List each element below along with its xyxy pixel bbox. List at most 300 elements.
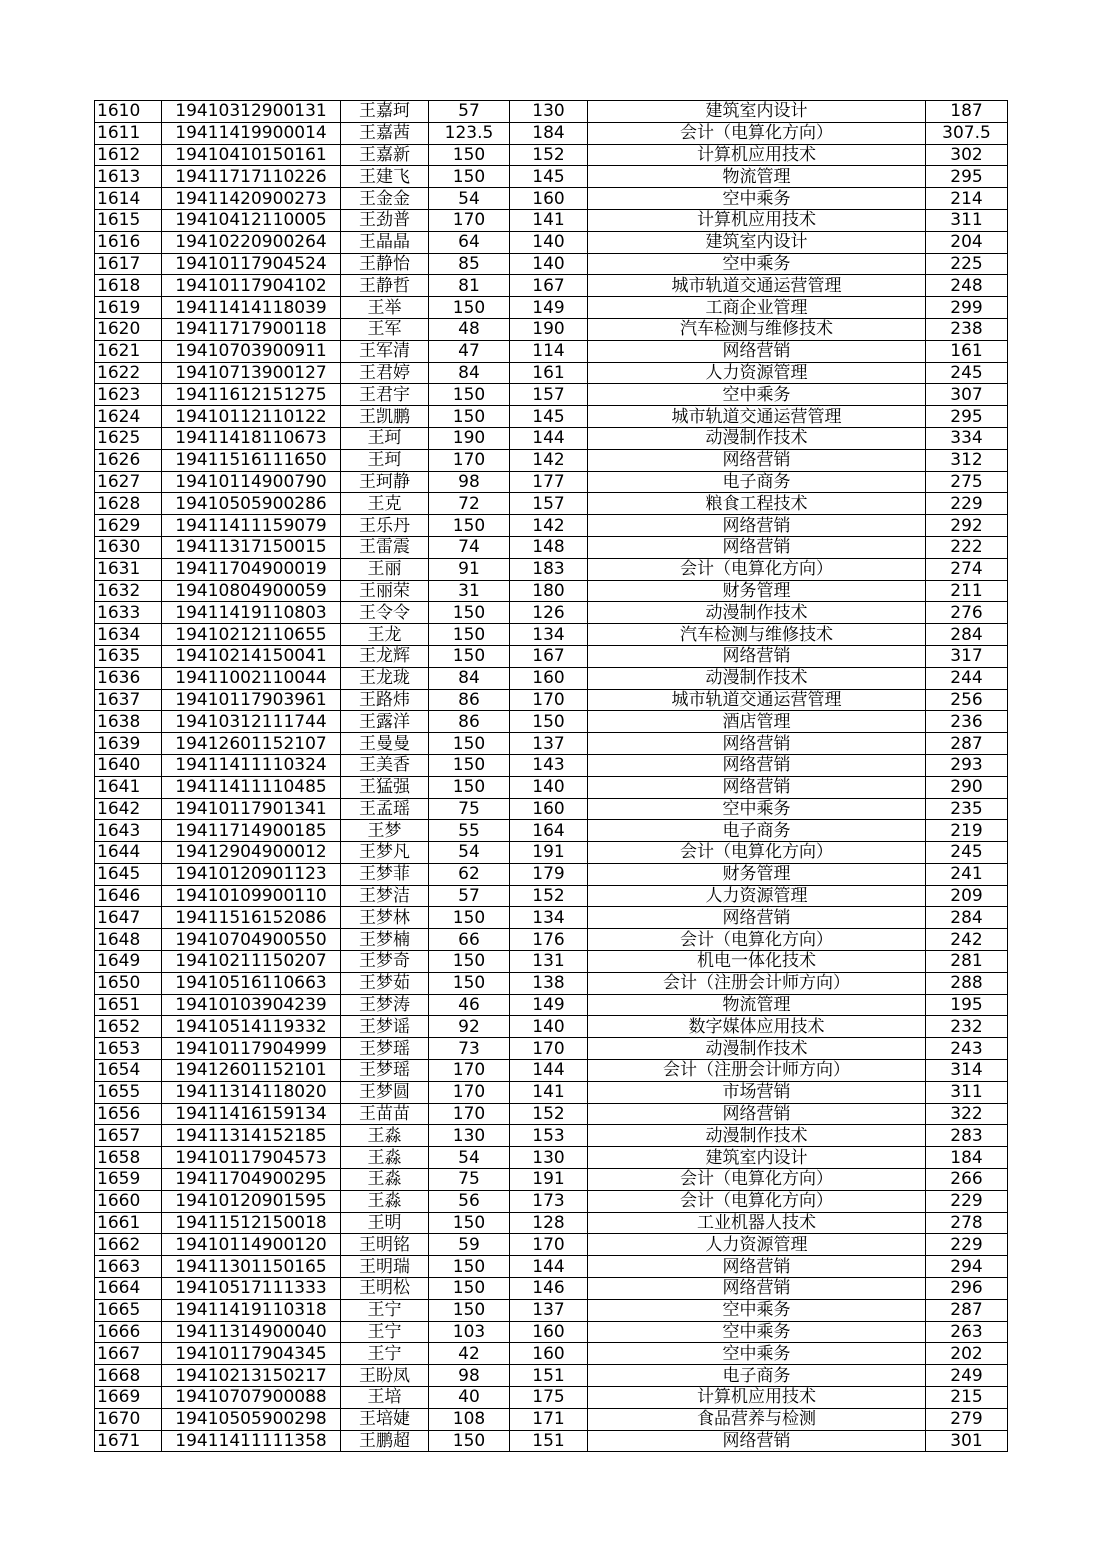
name-cell: 王劲普 — [341, 209, 429, 231]
exam-id-cell: 19411411159079 — [162, 515, 341, 537]
score-b-cell: 144 — [510, 427, 588, 449]
score-a-cell: 190 — [429, 427, 510, 449]
score-a-cell: 46 — [429, 994, 510, 1016]
total-cell: 161 — [926, 340, 1008, 362]
name-cell: 王梦涛 — [341, 994, 429, 1016]
table-row — [95, 972, 1008, 994]
seq-cell: 1669 — [95, 1387, 162, 1409]
score-a-cell: 74 — [429, 536, 510, 558]
major-cell: 网络营销 — [588, 1103, 926, 1125]
total-cell: 274 — [926, 558, 1008, 580]
total-cell: 232 — [926, 1016, 1008, 1038]
seq-cell: 1649 — [95, 951, 162, 973]
score-b-cell: 153 — [510, 1125, 588, 1147]
seq-cell: 1634 — [95, 624, 162, 646]
total-cell: 295 — [926, 166, 1008, 188]
major-cell: 城市轨道交通运营管理 — [588, 689, 926, 711]
major-cell: 动漫制作技术 — [588, 602, 926, 624]
major-cell: 空中乘务 — [588, 1299, 926, 1321]
exam-id-cell: 19410516110663 — [162, 972, 341, 994]
seq-cell: 1623 — [95, 384, 162, 406]
name-cell: 王梦瑶 — [341, 1060, 429, 1082]
score-b-cell: 167 — [510, 645, 588, 667]
name-cell: 王淼 — [341, 1147, 429, 1169]
exam-id-cell: 19410114900790 — [162, 471, 341, 493]
score-a-cell: 130 — [429, 1125, 510, 1147]
major-cell: 人力资源管理 — [588, 1234, 926, 1256]
score-a-cell: 150 — [429, 515, 510, 537]
name-cell: 王淼 — [341, 1125, 429, 1147]
score-b-cell: 191 — [510, 842, 588, 864]
exam-id-cell: 19410804900059 — [162, 580, 341, 602]
total-cell: 311 — [926, 1081, 1008, 1103]
table-row — [95, 842, 1008, 864]
seq-cell: 1660 — [95, 1190, 162, 1212]
score-b-cell: 137 — [510, 1299, 588, 1321]
exam-id-cell: 19411419110803 — [162, 602, 341, 624]
total-cell: 256 — [926, 689, 1008, 711]
seq-cell: 1626 — [95, 449, 162, 471]
seq-cell: 1640 — [95, 754, 162, 776]
name-cell: 王龙珑 — [341, 667, 429, 689]
total-cell: 307.5 — [926, 122, 1008, 144]
table-row — [95, 689, 1008, 711]
score-b-cell: 114 — [510, 340, 588, 362]
seq-cell: 1668 — [95, 1365, 162, 1387]
score-b-cell: 161 — [510, 362, 588, 384]
score-a-cell: 150 — [429, 297, 510, 319]
score-b-cell: 145 — [510, 406, 588, 428]
score-b-cell: 173 — [510, 1190, 588, 1212]
score-b-cell: 157 — [510, 384, 588, 406]
total-cell: 187 — [926, 101, 1008, 123]
exam-id-cell: 19410211150207 — [162, 951, 341, 973]
name-cell: 王建飞 — [341, 166, 429, 188]
table-row — [95, 1234, 1008, 1256]
name-cell: 王猛强 — [341, 776, 429, 798]
exam-id-cell: 19411411110485 — [162, 776, 341, 798]
seq-cell: 1665 — [95, 1299, 162, 1321]
major-cell: 会计（注册会计师方向） — [588, 972, 926, 994]
total-cell: 322 — [926, 1103, 1008, 1125]
name-cell: 王培婕 — [341, 1408, 429, 1430]
score-b-cell: 170 — [510, 1038, 588, 1060]
seq-cell: 1614 — [95, 188, 162, 210]
seq-cell: 1625 — [95, 427, 162, 449]
score-b-cell: 134 — [510, 624, 588, 646]
seq-cell: 1650 — [95, 972, 162, 994]
score-b-cell: 160 — [510, 188, 588, 210]
seq-cell: 1612 — [95, 144, 162, 166]
table-row — [95, 318, 1008, 340]
table-row — [95, 1408, 1008, 1430]
table-row — [95, 1060, 1008, 1082]
major-cell: 建筑室内设计 — [588, 1147, 926, 1169]
exam-id-cell: 19410103904239 — [162, 994, 341, 1016]
table-body — [95, 101, 1008, 1452]
score-b-cell: 140 — [510, 1016, 588, 1038]
name-cell: 王乐丹 — [341, 515, 429, 537]
score-a-cell: 150 — [429, 166, 510, 188]
major-cell: 工业机器人技术 — [588, 1212, 926, 1234]
exam-id-cell: 19411717900118 — [162, 318, 341, 340]
score-a-cell: 150 — [429, 1256, 510, 1278]
name-cell: 王龙 — [341, 624, 429, 646]
name-cell: 王培 — [341, 1387, 429, 1409]
table-row — [95, 1016, 1008, 1038]
seq-cell: 1670 — [95, 1408, 162, 1430]
name-cell: 王君宇 — [341, 384, 429, 406]
table-row — [95, 1387, 1008, 1409]
table-row — [95, 1169, 1008, 1191]
major-cell: 动漫制作技术 — [588, 427, 926, 449]
score-b-cell: 151 — [510, 1365, 588, 1387]
exam-id-cell: 19410312900131 — [162, 101, 341, 123]
name-cell: 王珂 — [341, 449, 429, 471]
score-a-cell: 84 — [429, 667, 510, 689]
score-a-cell: 150 — [429, 1212, 510, 1234]
score-a-cell: 150 — [429, 1299, 510, 1321]
total-cell: 243 — [926, 1038, 1008, 1060]
major-cell: 计算机应用技术 — [588, 209, 926, 231]
name-cell: 王克 — [341, 493, 429, 515]
total-cell: 238 — [926, 318, 1008, 340]
total-cell: 209 — [926, 885, 1008, 907]
exam-id-cell: 19411314900040 — [162, 1321, 341, 1343]
exam-id-cell: 19410713900127 — [162, 362, 341, 384]
exam-id-cell: 19410117904524 — [162, 253, 341, 275]
table-row — [95, 536, 1008, 558]
table-row — [95, 406, 1008, 428]
total-cell: 245 — [926, 842, 1008, 864]
score-b-cell: 144 — [510, 1060, 588, 1082]
score-a-cell: 85 — [429, 253, 510, 275]
name-cell: 王明铭 — [341, 1234, 429, 1256]
table-row — [95, 427, 1008, 449]
exam-id-cell: 19411717110226 — [162, 166, 341, 188]
score-b-cell: 141 — [510, 209, 588, 231]
total-cell: 311 — [926, 209, 1008, 231]
score-b-cell: 146 — [510, 1278, 588, 1300]
seq-cell: 1658 — [95, 1147, 162, 1169]
table-row — [95, 645, 1008, 667]
exam-id-cell: 19410117903961 — [162, 689, 341, 711]
total-cell: 235 — [926, 798, 1008, 820]
seq-cell: 1648 — [95, 929, 162, 951]
score-a-cell: 150 — [429, 754, 510, 776]
seq-cell: 1628 — [95, 493, 162, 515]
major-cell: 会计（电算化方向） — [588, 558, 926, 580]
exam-id-cell: 19410704900550 — [162, 929, 341, 951]
major-cell: 会计（电算化方向） — [588, 122, 926, 144]
table-row — [95, 515, 1008, 537]
score-a-cell: 92 — [429, 1016, 510, 1038]
name-cell: 王君婷 — [341, 362, 429, 384]
score-a-cell: 150 — [429, 776, 510, 798]
name-cell: 王梦 — [341, 820, 429, 842]
name-cell: 王丽 — [341, 558, 429, 580]
name-cell: 王梦谣 — [341, 1016, 429, 1038]
score-b-cell: 145 — [510, 166, 588, 188]
seq-cell: 1645 — [95, 863, 162, 885]
score-a-cell: 150 — [429, 907, 510, 929]
name-cell: 王曼曼 — [341, 733, 429, 755]
table-row — [95, 384, 1008, 406]
name-cell: 王淼 — [341, 1190, 429, 1212]
score-a-cell: 170 — [429, 1060, 510, 1082]
table-row — [95, 994, 1008, 1016]
seq-cell: 1655 — [95, 1081, 162, 1103]
major-cell: 空中乘务 — [588, 253, 926, 275]
score-b-cell: 144 — [510, 1256, 588, 1278]
total-cell: 301 — [926, 1430, 1008, 1452]
exam-id-cell: 19410213150217 — [162, 1365, 341, 1387]
seq-cell: 1620 — [95, 318, 162, 340]
total-cell: 275 — [926, 471, 1008, 493]
name-cell: 王珂静 — [341, 471, 429, 493]
name-cell: 王明瑞 — [341, 1256, 429, 1278]
score-a-cell: 73 — [429, 1038, 510, 1060]
name-cell: 王雷震 — [341, 536, 429, 558]
score-a-cell: 84 — [429, 362, 510, 384]
name-cell: 王嘉新 — [341, 144, 429, 166]
total-cell: 290 — [926, 776, 1008, 798]
seq-cell: 1647 — [95, 907, 162, 929]
score-a-cell: 54 — [429, 1147, 510, 1169]
table-row — [95, 863, 1008, 885]
exam-id-cell: 19410120901123 — [162, 863, 341, 885]
score-b-cell: 160 — [510, 1343, 588, 1365]
table-row — [95, 362, 1008, 384]
exam-id-cell: 19411419900014 — [162, 122, 341, 144]
major-cell: 网络营销 — [588, 1256, 926, 1278]
seq-cell: 1637 — [95, 689, 162, 711]
total-cell: 241 — [926, 863, 1008, 885]
score-a-cell: 31 — [429, 580, 510, 602]
major-cell: 会计（电算化方向） — [588, 929, 926, 951]
exam-id-cell: 19411420900273 — [162, 188, 341, 210]
exam-id-cell: 19410220900264 — [162, 231, 341, 253]
score-a-cell: 75 — [429, 1169, 510, 1191]
score-a-cell: 57 — [429, 885, 510, 907]
name-cell: 王梦奇 — [341, 951, 429, 973]
seq-cell: 1627 — [95, 471, 162, 493]
major-cell: 物流管理 — [588, 994, 926, 1016]
total-cell: 215 — [926, 1387, 1008, 1409]
score-a-cell: 150 — [429, 406, 510, 428]
exam-id-cell: 19412904900012 — [162, 842, 341, 864]
table-row — [95, 1038, 1008, 1060]
name-cell: 王梦凡 — [341, 842, 429, 864]
table-row — [95, 602, 1008, 624]
major-cell: 网络营销 — [588, 907, 926, 929]
table-row — [95, 1343, 1008, 1365]
total-cell: 294 — [926, 1256, 1008, 1278]
score-b-cell: 130 — [510, 1147, 588, 1169]
major-cell: 物流管理 — [588, 166, 926, 188]
score-b-cell: 137 — [510, 733, 588, 755]
table-row — [95, 1125, 1008, 1147]
score-b-cell: 170 — [510, 1234, 588, 1256]
major-cell: 建筑室内设计 — [588, 231, 926, 253]
score-a-cell: 42 — [429, 1343, 510, 1365]
seq-cell: 1630 — [95, 536, 162, 558]
seq-cell: 1666 — [95, 1321, 162, 1343]
score-a-cell: 40 — [429, 1387, 510, 1409]
seq-cell: 1664 — [95, 1278, 162, 1300]
score-a-cell: 150 — [429, 624, 510, 646]
exam-id-cell: 19411419110318 — [162, 1299, 341, 1321]
exam-id-cell: 19411301150165 — [162, 1256, 341, 1278]
total-cell: 314 — [926, 1060, 1008, 1082]
total-cell: 195 — [926, 994, 1008, 1016]
score-a-cell: 62 — [429, 863, 510, 885]
score-b-cell: 179 — [510, 863, 588, 885]
total-cell: 307 — [926, 384, 1008, 406]
name-cell: 王梦林 — [341, 907, 429, 929]
total-cell: 299 — [926, 297, 1008, 319]
score-a-cell: 57 — [429, 101, 510, 123]
score-a-cell: 64 — [429, 231, 510, 253]
seq-cell: 1618 — [95, 275, 162, 297]
score-b-cell: 149 — [510, 297, 588, 319]
name-cell: 王宁 — [341, 1299, 429, 1321]
score-a-cell: 150 — [429, 733, 510, 755]
seq-cell: 1621 — [95, 340, 162, 362]
seq-cell: 1656 — [95, 1103, 162, 1125]
exam-id-cell: 19410505900298 — [162, 1408, 341, 1430]
seq-cell: 1667 — [95, 1343, 162, 1365]
score-b-cell: 138 — [510, 972, 588, 994]
table-row — [95, 624, 1008, 646]
exam-id-cell: 19411714900185 — [162, 820, 341, 842]
table-row — [95, 209, 1008, 231]
score-b-cell: 160 — [510, 1321, 588, 1343]
score-a-cell: 150 — [429, 951, 510, 973]
score-a-cell: 150 — [429, 1430, 510, 1452]
score-a-cell: 47 — [429, 340, 510, 362]
major-cell: 汽车检测与维修技术 — [588, 318, 926, 340]
total-cell: 225 — [926, 253, 1008, 275]
exam-id-cell: 19411414118039 — [162, 297, 341, 319]
table-row — [95, 711, 1008, 733]
score-b-cell: 171 — [510, 1408, 588, 1430]
total-cell: 302 — [926, 144, 1008, 166]
table-row — [95, 1212, 1008, 1234]
score-b-cell: 152 — [510, 885, 588, 907]
score-a-cell: 91 — [429, 558, 510, 580]
total-cell: 278 — [926, 1212, 1008, 1234]
seq-cell: 1633 — [95, 602, 162, 624]
table-row — [95, 776, 1008, 798]
name-cell: 王梦瑶 — [341, 1038, 429, 1060]
exam-id-cell: 19410412110005 — [162, 209, 341, 231]
total-cell: 263 — [926, 1321, 1008, 1343]
exam-id-cell: 19412601152101 — [162, 1060, 341, 1082]
seq-cell: 1613 — [95, 166, 162, 188]
score-b-cell: 190 — [510, 318, 588, 340]
major-cell: 会计（电算化方向） — [588, 842, 926, 864]
score-b-cell: 141 — [510, 1081, 588, 1103]
table-row — [95, 1190, 1008, 1212]
seq-cell: 1653 — [95, 1038, 162, 1060]
score-b-cell: 151 — [510, 1430, 588, 1452]
score-a-cell: 55 — [429, 820, 510, 842]
name-cell: 王盼凤 — [341, 1365, 429, 1387]
score-a-cell: 150 — [429, 645, 510, 667]
major-cell: 空中乘务 — [588, 1343, 926, 1365]
score-b-cell: 152 — [510, 144, 588, 166]
table-row — [95, 798, 1008, 820]
total-cell: 312 — [926, 449, 1008, 471]
seq-cell: 1615 — [95, 209, 162, 231]
seq-cell: 1642 — [95, 798, 162, 820]
table-row — [95, 580, 1008, 602]
name-cell: 王梦楠 — [341, 929, 429, 951]
major-cell: 会计（电算化方向） — [588, 1190, 926, 1212]
score-a-cell: 170 — [429, 1081, 510, 1103]
total-cell: 242 — [926, 929, 1008, 951]
major-cell: 网络营销 — [588, 515, 926, 537]
table-row — [95, 122, 1008, 144]
exam-id-cell: 19411418110673 — [162, 427, 341, 449]
exam-id-cell: 19411317150015 — [162, 536, 341, 558]
exam-id-cell: 19410312111744 — [162, 711, 341, 733]
seq-cell: 1662 — [95, 1234, 162, 1256]
major-cell: 空中乘务 — [588, 1321, 926, 1343]
table-row — [95, 1147, 1008, 1169]
exam-id-cell: 19411411110324 — [162, 754, 341, 776]
total-cell: 334 — [926, 427, 1008, 449]
score-b-cell: 157 — [510, 493, 588, 515]
seq-cell: 1622 — [95, 362, 162, 384]
table-row — [95, 275, 1008, 297]
score-a-cell: 170 — [429, 209, 510, 231]
seq-cell: 1644 — [95, 842, 162, 864]
seq-cell: 1635 — [95, 645, 162, 667]
major-cell: 网络营销 — [588, 340, 926, 362]
score-a-cell: 86 — [429, 711, 510, 733]
total-cell: 287 — [926, 1299, 1008, 1321]
table-row — [95, 471, 1008, 493]
major-cell: 动漫制作技术 — [588, 1038, 926, 1060]
table-row — [95, 493, 1008, 515]
major-cell: 建筑室内设计 — [588, 101, 926, 123]
table-row — [95, 1081, 1008, 1103]
score-a-cell: 54 — [429, 842, 510, 864]
exam-id-cell: 19410410150161 — [162, 144, 341, 166]
total-cell: 281 — [926, 951, 1008, 973]
name-cell: 王凯鹏 — [341, 406, 429, 428]
total-cell: 283 — [926, 1125, 1008, 1147]
table-row — [95, 188, 1008, 210]
total-cell: 266 — [926, 1169, 1008, 1191]
major-cell: 人力资源管理 — [588, 885, 926, 907]
seq-cell: 1654 — [95, 1060, 162, 1082]
total-cell: 292 — [926, 515, 1008, 537]
exam-id-cell: 19410114900120 — [162, 1234, 341, 1256]
exam-id-cell: 19410117901341 — [162, 798, 341, 820]
table-row — [95, 885, 1008, 907]
score-table — [94, 100, 1008, 1452]
total-cell: 236 — [926, 711, 1008, 733]
name-cell: 王宁 — [341, 1343, 429, 1365]
table-row — [95, 1256, 1008, 1278]
total-cell: 284 — [926, 907, 1008, 929]
score-a-cell: 170 — [429, 1103, 510, 1125]
score-a-cell: 123.5 — [429, 122, 510, 144]
total-cell: 204 — [926, 231, 1008, 253]
